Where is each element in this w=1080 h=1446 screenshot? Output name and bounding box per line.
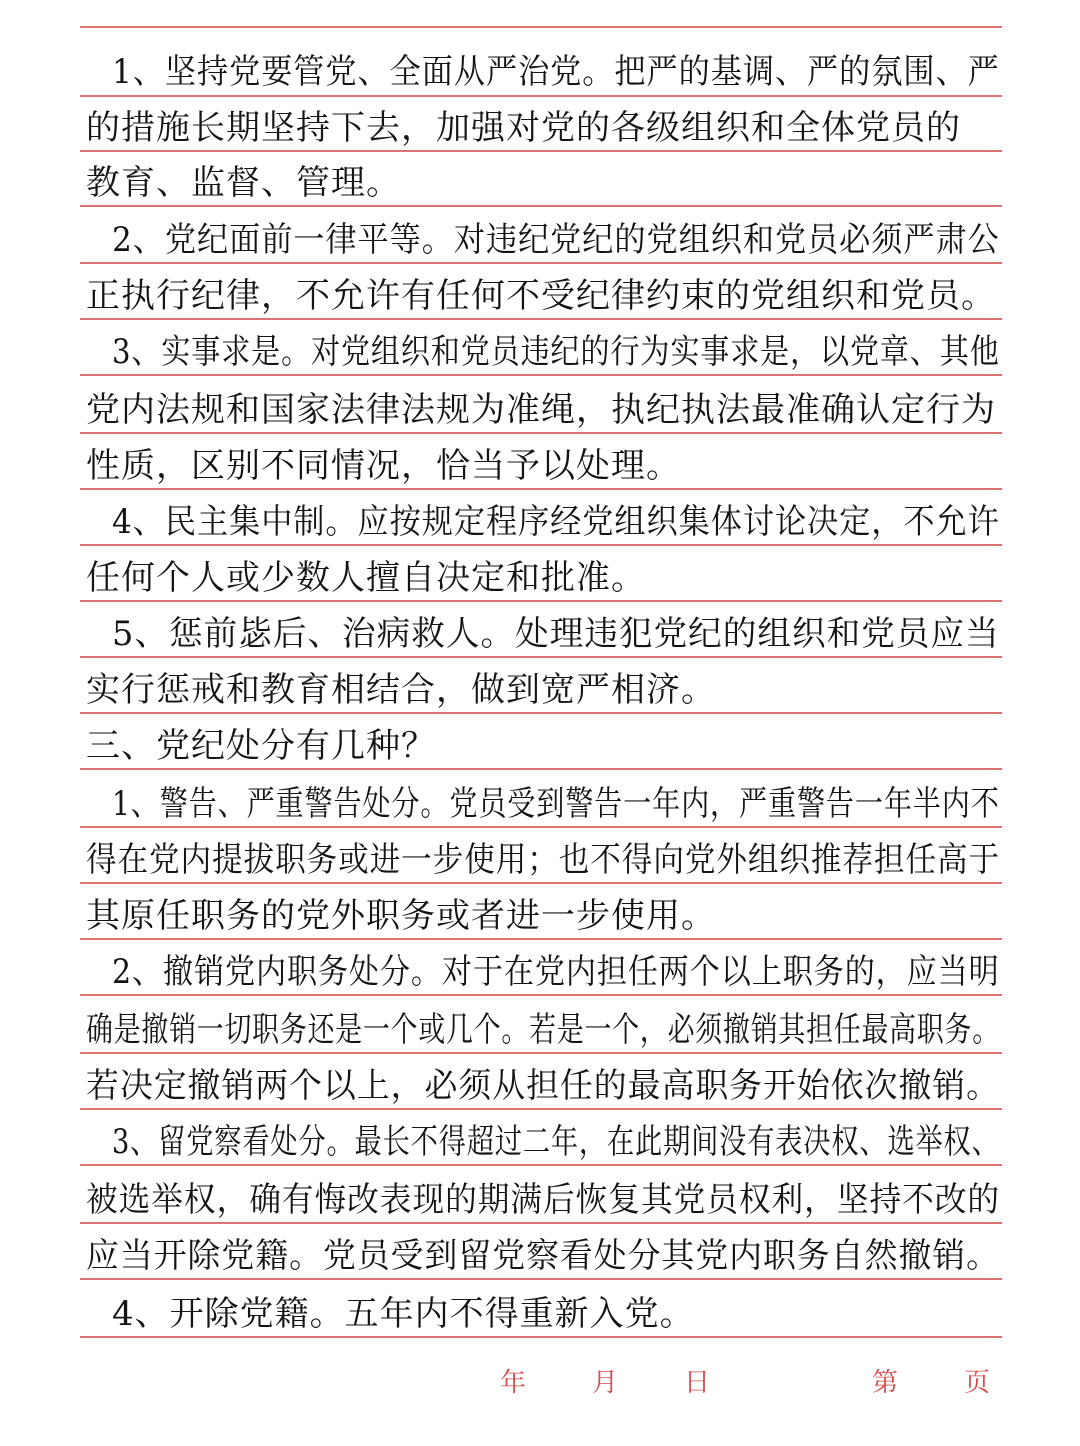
ruled-line — [80, 374, 1002, 376]
ruled-line — [80, 205, 1002, 207]
footer-page-prefix: 第 — [872, 1368, 899, 1398]
ruled-line — [80, 432, 1002, 434]
text-line-19: 若决定撤销两个以上，必须从担任的最高职务开始依次撤销。 — [86, 1066, 1001, 1106]
ruled-line — [80, 938, 1002, 940]
page-footer — [0, 1362, 1080, 1402]
ruled-line — [80, 994, 1002, 996]
ruled-line — [80, 150, 1002, 152]
ruled-line — [80, 1336, 1002, 1338]
ruled-line — [80, 1164, 1002, 1166]
ruled-line — [80, 488, 1002, 490]
text-line-9: 4、民主集中制。应按规定程序经党组织集体讨论决定，不允许 — [112, 502, 1000, 542]
text-line-5: 正执行纪律，不允许有任何不受纪律约束的党组织和党员。 — [86, 276, 996, 316]
text-line-18: 确是撤销一切职务还是一个或几个。若是一个，必须撤销其担任最高职务。 — [86, 1010, 1000, 1050]
footer-month: 月 — [592, 1368, 619, 1398]
text-line-4: 2、党纪面前一律平等。对违纪党纪的党组织和党员必须严肃公 — [112, 220, 1000, 260]
ruled-line — [80, 768, 1002, 770]
text-line-15: 得在党内提拔职务或进一步使用；也不得向党外组织推荐担任高于 — [86, 840, 1001, 880]
text-line-20: 3、留党察看处分。最长不得超过二年，在此期间没有表决权、选举权、 — [112, 1122, 1000, 1162]
ruled-line — [80, 1052, 1002, 1054]
ruled-line — [80, 544, 1002, 546]
ruled-line — [80, 656, 1002, 658]
text-line-17: 2、撤销党内职务处分。对于在党内担任两个以上职务的，应当明 — [112, 952, 1000, 992]
text-line-11: 5、惩前毖后、治病救人。处理违犯党纪的组织和党员应当 — [112, 614, 1000, 654]
ruled-line — [80, 262, 1002, 264]
text-line-22: 应当开除党籍。党员受到留党察看处分其党内职务自然撤销。 — [86, 1236, 1001, 1276]
ruled-line — [80, 318, 1002, 320]
ruled-line — [80, 95, 1002, 97]
text-line-3: 教育、监督、管理。 — [86, 163, 401, 203]
text-line-14: 1、警告、严重警告处分。党员受到警告一年内，严重警告一年半内不 — [112, 784, 1000, 824]
footer-year: 年 — [500, 1368, 527, 1398]
text-line-21: 被选举权，确有悔改表现的期满后恢复其党员权利，坚持不改的 — [86, 1180, 1001, 1220]
text-line-8: 性质，区别不同情况，恰当予以处理。 — [86, 446, 681, 486]
text-line-10: 任何个人或少数人擅自决定和批准。 — [86, 558, 646, 598]
ruled-line — [80, 1222, 1002, 1224]
text-line-23: 4、开除党籍。五年内不得重新入党。 — [112, 1294, 695, 1334]
text-line-16: 其原任职务的党外职务或者进一步使用。 — [86, 896, 716, 936]
text-line-2: 的措施长期坚持下去，加强对党的各级组织和全体党员的 — [86, 108, 961, 148]
text-line-12: 实行惩戒和教育相结合，做到宽严相济。 — [86, 670, 716, 710]
section-heading: 三、党纪处分有几种？ — [86, 726, 436, 766]
footer-day: 日 — [684, 1368, 711, 1398]
ruled-line — [80, 26, 1002, 28]
ruled-line — [80, 1108, 1002, 1110]
footer-page-suffix: 页 — [964, 1368, 991, 1398]
ruled-line — [80, 712, 1002, 714]
ruled-line — [80, 826, 1002, 828]
ruled-line — [80, 882, 1002, 884]
ruled-line — [80, 600, 1002, 602]
text-line-1: 1、坚持党要管党、全面从严治党。把严的基调、严的氛围、严 — [112, 52, 1000, 92]
text-line-7: 党内法规和国家法律法规为准绳，执纪执法最准确认定行为 — [86, 390, 996, 430]
ruled-line — [80, 1278, 1002, 1280]
text-line-6: 3、实事求是。对党组织和党员违纪的行为实事求是，以党章、其他 — [112, 332, 1000, 372]
